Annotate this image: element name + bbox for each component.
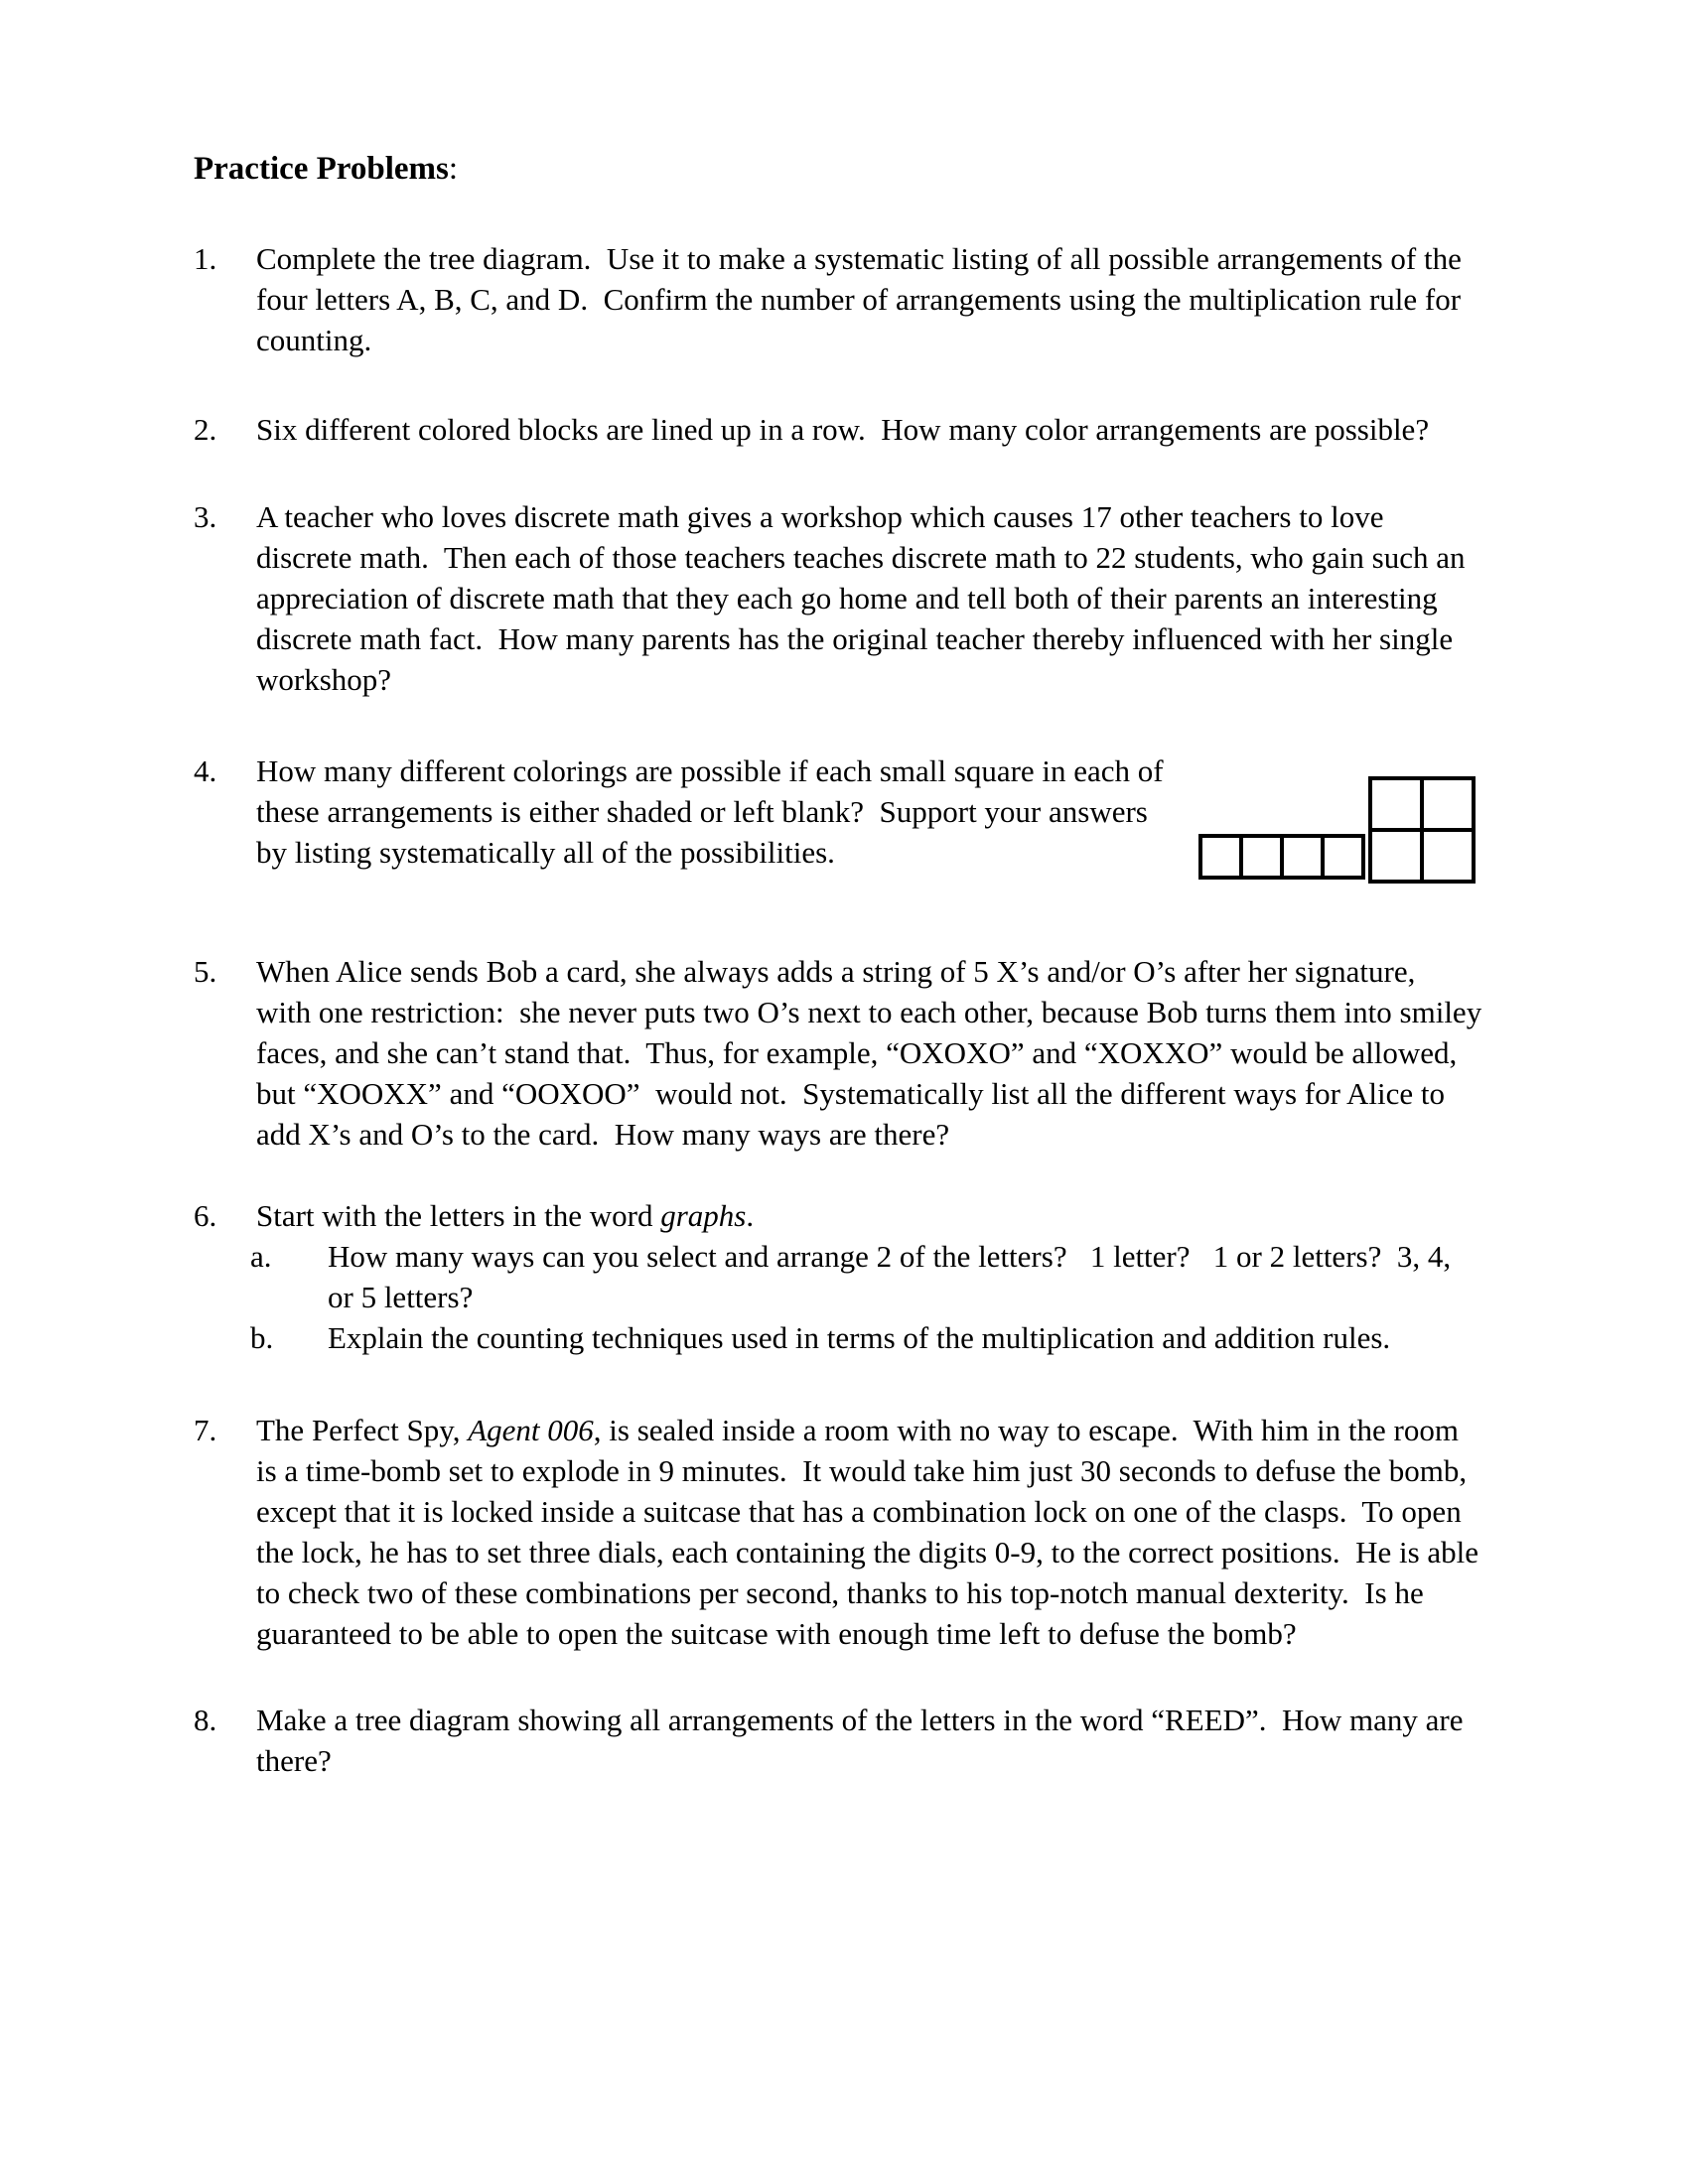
text-line: [328, 1277, 1451, 1317]
sub-item-b: [250, 1317, 1451, 1358]
text-segment: these arrangements is either shaded or left blank? Support your answers: [256, 794, 1148, 829]
text-segment: with one restriction: she never puts two O’s next to each other, because Bob turns them into smiley: [256, 995, 1482, 1029]
text-line: [256, 1532, 1478, 1572]
text-segment: Start with the letters in the word: [256, 1198, 661, 1233]
text-segment: Explain the counting techniques used in terms of the multiplication and addition rules.: [328, 1320, 1391, 1355]
strip-square-cell: [1323, 836, 1363, 878]
text-line: [256, 791, 1164, 832]
title-colon: :: [448, 151, 459, 187]
text-line: [256, 1073, 1481, 1114]
problem-text: [256, 1700, 1463, 1781]
text-segment: four letters A, B, C, and D. Confirm the number of arrangements using the multiplication rule for: [256, 282, 1462, 317]
grid-square-cell: [1370, 778, 1422, 830]
text-line: [256, 1195, 1451, 1236]
text-segment: How many different colorings are possible if each small square in each of: [256, 753, 1164, 788]
strip-square-cell: [1200, 836, 1241, 878]
text-line: [328, 1236, 1451, 1277]
problem-text: [256, 751, 1164, 873]
problem-item-7: [194, 1410, 1478, 1654]
problem-number: 1.: [194, 241, 217, 276]
problem-text: [256, 238, 1462, 360]
problem-item-3: [194, 496, 1466, 700]
strip-square-cell: [1282, 836, 1323, 878]
title-text: Practice Problems: [194, 151, 449, 187]
text-segment: Complete the tree diagram. Use it to make a systematic listing of all possible arrangements of the: [256, 241, 1462, 276]
text-line: [256, 1114, 1481, 1155]
text-line: [256, 1740, 1463, 1781]
grid-square-cell: [1370, 830, 1422, 882]
text-line: [328, 1317, 1390, 1358]
text-line: [256, 992, 1481, 1032]
text-segment: is a time-bomb set to explode in 9 minutes. It would take him just 30 seconds to defuse the bomb,: [256, 1453, 1468, 1488]
text-line: [256, 1572, 1478, 1613]
text-segment: by listing systematically all of the possibilities.: [256, 835, 835, 870]
grid-square-cell: [1422, 778, 1474, 830]
text-line: [256, 409, 1429, 450]
problem-text: [256, 496, 1466, 700]
text-segment: discrete math fact. How many parents has the original teacher thereby influenced with her single: [256, 621, 1454, 656]
problem-text: [256, 409, 1429, 450]
text-segment: except that it is locked inside a suitcase that has a combination lock on one of the clasps. To open: [256, 1494, 1462, 1529]
text-segment: Make a tree diagram showing all arrangements of the letters in the word “REED”. How many are: [256, 1703, 1464, 1737]
text-line: [256, 1491, 1478, 1532]
text-segment: Six different colored blocks are lined up in a row. How many color arrangements are possible?: [256, 412, 1430, 447]
text-segment: The Perfect Spy,: [256, 1413, 469, 1447]
problem-item-4: [194, 751, 1164, 873]
text-line: [256, 951, 1481, 992]
problem-number: 5.: [194, 954, 217, 989]
text-line: [256, 832, 1164, 873]
text-line: [256, 537, 1466, 578]
text-segment: appreciation of discrete math that they each go home and tell both of their parents an interesting: [256, 581, 1438, 615]
text-segment: guaranteed to be able to open the suitcase with enough time left to defuse the bomb?: [256, 1616, 1297, 1651]
text-segment: faces, and she can’t stand that. Thus, for example, “OXOXO” and “XOXXO” would be allowed,: [256, 1035, 1458, 1070]
two-by-two-square-grid: [1368, 776, 1476, 884]
text-segment: A teacher who loves discrete math gives a workshop which causes 17 other teachers to love: [256, 499, 1384, 534]
strip-square-cell: [1241, 836, 1282, 878]
text-segment: counting.: [256, 323, 372, 357]
text-segment: add X’s and O’s to the card. How many ways are there?: [256, 1117, 950, 1152]
problem-number: 4.: [194, 753, 217, 788]
problem-number: 7.: [194, 1413, 217, 1447]
text-line: [256, 1450, 1478, 1491]
grid-square-cell: [1422, 830, 1474, 882]
sub-item-label: b.: [250, 1320, 274, 1355]
sub-item-text: [328, 1317, 1390, 1358]
text-line: [256, 238, 1462, 279]
text-segment: or 5 letters?: [328, 1280, 474, 1314]
text-segment: , is sealed inside a room with no way to escape. With him in the room: [593, 1413, 1459, 1447]
sub-item-a: [250, 1236, 1451, 1317]
text-line: [256, 751, 1164, 791]
text-line: [256, 1032, 1481, 1073]
row-of-four-squares: [1198, 834, 1365, 880]
problem-item-6: [194, 1195, 1451, 1358]
problem-number: 2.: [194, 412, 217, 447]
page-title: [194, 149, 458, 190]
text-segment: to check two of these combinations per second, thanks to his top-notch manual dexterity. Is he: [256, 1575, 1424, 1610]
problem-number: 6.: [194, 1198, 217, 1233]
text-segment: there?: [256, 1743, 332, 1778]
problem-item-8: [194, 1700, 1463, 1781]
problem-item-5: [194, 951, 1481, 1155]
text-line: [256, 320, 1462, 360]
text-line: [256, 659, 1466, 700]
italic-text-segment: graphs: [660, 1198, 747, 1233]
text-segment: the lock, he has to set three dials, each containing the digits 0-9, to the correct positions. He is able: [256, 1535, 1479, 1570]
text-line: [256, 496, 1466, 537]
problem-number: 8.: [194, 1703, 217, 1737]
text-line: [256, 578, 1466, 618]
text-line: [256, 1700, 1463, 1740]
problem-item-2: [194, 409, 1429, 450]
text-segment: When Alice sends Bob a card, she always adds a string of 5 X’s and/or O’s after her signature,: [256, 954, 1416, 989]
text-segment: but “XOOXX” and “OOXOO” would not. Systematically list all the different ways for Alice to: [256, 1076, 1445, 1111]
problem-text: [250, 1195, 1452, 1358]
problem-item-1: [194, 238, 1462, 360]
sub-item-text: [328, 1236, 1451, 1317]
sub-item-label: a.: [250, 1239, 272, 1274]
text-segment: discrete math. Then each of those teachers teaches discrete math to 22 students, who gain such an: [256, 540, 1466, 575]
text-line: [256, 279, 1462, 320]
text-segment: How many ways can you select and arrange 2 of the letters? 1 letter? 1 or 2 letters? 3, 4,: [328, 1239, 1452, 1274]
problem-number: 3.: [194, 499, 217, 534]
problem-text: [256, 1410, 1478, 1654]
text-line: [256, 618, 1466, 659]
text-segment: workshop?: [256, 662, 392, 697]
text-line: [256, 1613, 1478, 1654]
problem-text: [256, 951, 1481, 1155]
italic-text-segment: Agent 006: [468, 1413, 594, 1447]
text-line: [256, 1410, 1478, 1450]
text-segment: .: [746, 1198, 755, 1233]
